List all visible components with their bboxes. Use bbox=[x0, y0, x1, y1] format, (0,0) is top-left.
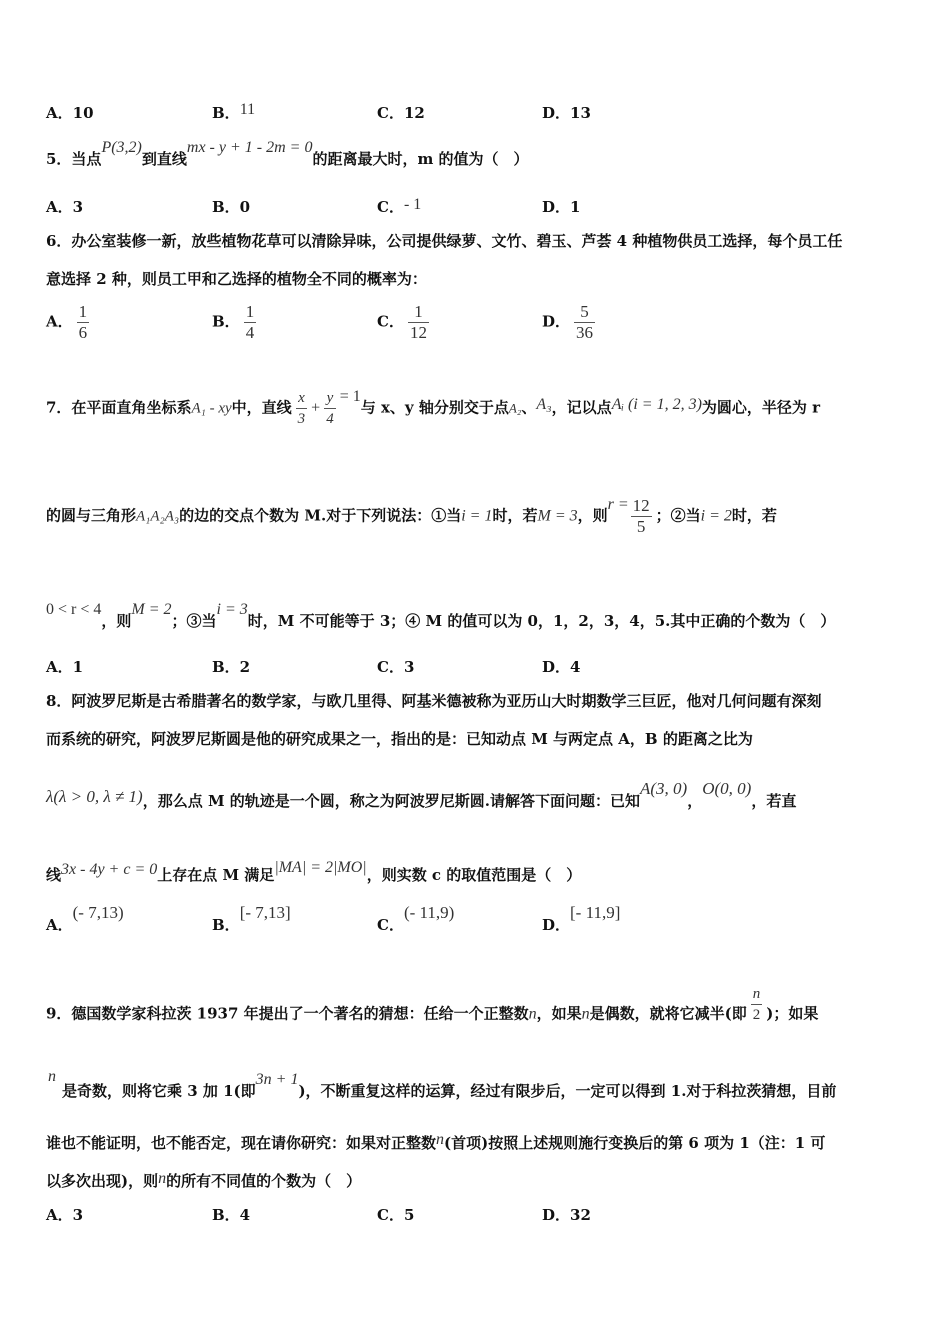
q9-half-frac bbox=[751, 984, 763, 1025]
q4-option-b bbox=[212, 102, 255, 123]
q8-option-d-math: [- 11,9] bbox=[570, 903, 621, 922]
q6-option-b bbox=[212, 302, 260, 343]
q8-condition: |MA| = 2|MO| bbox=[274, 859, 367, 876]
q7-option-a: A．1 bbox=[46, 658, 84, 676]
q7-l1-a: 7．在平面直角坐标系 bbox=[46, 398, 192, 417]
q8-l3-b: ，若直 bbox=[751, 792, 797, 810]
q7-l3-c: 时，M 不可能等于 3；④ M 的值可以为 0，1，2，3，4，5.其中正确的个数为（ ） bbox=[247, 612, 836, 630]
q9-stem-line1 bbox=[46, 986, 819, 1035]
q7-triangle: A₁A₂A₃ bbox=[136, 508, 180, 525]
q7-l2-f: 时，若 bbox=[731, 506, 777, 525]
q9-option-a: A．3 bbox=[46, 1206, 84, 1224]
q8-lambda: λ(λ > 0, λ ≠ 1) bbox=[46, 787, 143, 806]
q8-option-b-label: B． bbox=[212, 916, 240, 934]
q5-option-c-math: - 1 bbox=[403, 196, 422, 213]
q6-option-b-label: B． bbox=[212, 312, 240, 331]
q8-option-a bbox=[46, 903, 124, 935]
q5-point: P(3,2) bbox=[101, 139, 142, 156]
q8-l3-a: ，那么点 M 的轨迹是一个圆，称之为阿波罗尼斯圆.请解答下面问题：已知 bbox=[142, 792, 640, 810]
q7-r-range: 0 < r < 4 bbox=[46, 601, 102, 618]
q5-line-eq: mx - y + 1 - 2m = 0 bbox=[186, 139, 313, 156]
q6-option-a-label: A． bbox=[46, 312, 73, 331]
q7-frac-y-den: 4 bbox=[326, 411, 334, 427]
q8-l4-c: ，则实数 c 的取值范围是（ ） bbox=[366, 866, 582, 884]
q6-option-a bbox=[46, 302, 93, 343]
q8-l4-b: 上存在点 M 满足 bbox=[157, 866, 275, 884]
q8-l3-sep: ， bbox=[687, 792, 703, 810]
q6-option-b-frac bbox=[244, 302, 257, 343]
q4-option-b-math: 11 bbox=[239, 101, 256, 118]
q8-stem-line2: 而系统的研究，阿波罗尼斯圆是他的研究成果之一，指出的是：已知动点 M 与两定点 A，B 的距离之比为 bbox=[46, 730, 753, 748]
q6-stem-line1: 6．办公室装修一新，放些植物花草可以清除异味，公司提供绿萝、文竹、碧玉、芦荟 4 种植物供员工选择，每个员工任 bbox=[46, 232, 843, 250]
q7-a3: A₃ bbox=[536, 395, 552, 413]
q5-option-c bbox=[377, 196, 421, 217]
q7-r-num: 12 bbox=[632, 496, 650, 515]
q9-stem-line4 bbox=[46, 1170, 361, 1191]
q7-frac-x-den: 3 bbox=[297, 411, 306, 427]
q9-l2-b: )，不断重复这样的运算，经过有限步后，一定可以得到 1.对于科拉茨猜想，目前 bbox=[298, 1082, 837, 1100]
q6-stem-line2: 意选择 2 种，则员工甲和乙选择的植物全不同的概率为： bbox=[46, 270, 427, 288]
q7-l1-b: 中，直线 bbox=[231, 398, 292, 417]
q6-option-d-num: 5 bbox=[574, 302, 595, 323]
q8-option-d-label: D． bbox=[542, 916, 571, 934]
q8-option-c bbox=[377, 903, 455, 935]
q5-option-b: B．0 bbox=[212, 198, 251, 216]
q6-option-c-frac bbox=[408, 302, 429, 343]
q9-l4-a: 以多次出现)，则 bbox=[46, 1172, 159, 1190]
q7-stem-line3 bbox=[46, 601, 836, 631]
q9-half-num: n bbox=[751, 984, 763, 1005]
q5-option-a: A．3 bbox=[46, 198, 84, 216]
q5-prefix: 5．当点 bbox=[46, 150, 102, 168]
q4-option-b-label: B． bbox=[212, 104, 240, 122]
q7-stem-line2 bbox=[46, 496, 777, 537]
q9-option-b: B．4 bbox=[212, 1206, 251, 1224]
q9-l1-b: ，如果 bbox=[536, 1004, 582, 1023]
q8-stem-line4 bbox=[46, 859, 582, 885]
q9-n-1: n bbox=[528, 1005, 537, 1023]
q9-l4-b: 的所有不同值的个数为（ ） bbox=[166, 1172, 362, 1190]
q7-a2: A₂ bbox=[508, 400, 522, 416]
q9-stem-line2 bbox=[46, 1068, 837, 1101]
q9-l3-a: 谁也不能证明，也不能否定，现在请你研究：如果对正整数 bbox=[46, 1134, 437, 1152]
q7-frac-y-num: y bbox=[324, 388, 336, 409]
q8-option-a-label: A． bbox=[46, 916, 73, 934]
q4-option-a: A．10 bbox=[46, 104, 94, 122]
q8-option-d bbox=[542, 903, 621, 935]
q7-m2: M = 2 bbox=[131, 601, 172, 618]
q7-i1: i = 1 bbox=[461, 507, 493, 525]
q8-option-a-math: (- 7,13) bbox=[72, 903, 124, 922]
q7-frac-x-num: x bbox=[296, 388, 308, 409]
q6-option-c bbox=[377, 302, 433, 343]
q8-point-o: O(0, 0) bbox=[702, 779, 752, 798]
q7-l1-e: 为圆心，半径为 r bbox=[701, 398, 821, 417]
q7-l2-e: ；②当 bbox=[655, 506, 701, 525]
q8-line-eq: 3x - 4y + c = 0 bbox=[61, 861, 158, 878]
q7-l1-d: ，记以点 bbox=[551, 398, 612, 417]
q6-option-c-label: C． bbox=[377, 312, 404, 331]
q9-n-3: n bbox=[48, 1068, 56, 1085]
q7-frac-x bbox=[296, 388, 308, 429]
q7-sep: 、 bbox=[521, 398, 537, 417]
q6-option-c-num: 1 bbox=[408, 302, 429, 323]
q6-option-d bbox=[542, 302, 599, 343]
q9-l1-a: 9．德国数学家科拉茨 1937 年提出了一个著名的猜想：任给一个正整数 bbox=[46, 1004, 529, 1023]
q9-3n1: 3n + 1 bbox=[255, 1071, 299, 1088]
q9-n-2: n bbox=[581, 1005, 590, 1023]
q7-l3-b: ；③当 bbox=[171, 612, 217, 630]
q9-l1-c: 是偶数，就将它减半(即 bbox=[589, 1004, 747, 1023]
q6-option-c-den: 12 bbox=[409, 323, 427, 342]
q7-option-c: C．3 bbox=[377, 658, 415, 676]
q7-plus: + bbox=[311, 399, 321, 417]
q8-l4-a: 线 bbox=[46, 866, 62, 884]
q4-option-c: C．12 bbox=[377, 104, 425, 122]
q5-suffix: 的距离最大时，m 的值为（ ） bbox=[312, 150, 529, 168]
q7-m3: M = 3 bbox=[537, 507, 578, 525]
q6-option-a-den: 6 bbox=[78, 323, 88, 342]
q7-coord-sys: A₁ - xy bbox=[191, 400, 232, 417]
q8-stem-line1: 8．阿波罗尼斯是古希腊著名的数学家，与欧几里得、阿基米德被称为亚历山大时期数学三巨匠，他对几何问题有深刻 bbox=[46, 692, 822, 710]
q6-option-b-den: 4 bbox=[245, 323, 255, 342]
q5-option-c-label: C． bbox=[377, 198, 404, 216]
q7-l3-a: ，则 bbox=[101, 612, 132, 630]
q6-option-d-den: 36 bbox=[576, 323, 594, 342]
q8-option-b bbox=[212, 903, 291, 935]
q9-n-4: n bbox=[436, 1131, 445, 1148]
q6-option-d-frac bbox=[574, 302, 595, 343]
q7-stem-line1 bbox=[46, 388, 820, 429]
q4-option-d: D．13 bbox=[542, 104, 591, 122]
q7-l2-d: ，则 bbox=[577, 506, 608, 525]
q7-l1-c: 与 x、y 轴分别交于点 bbox=[360, 398, 509, 417]
q7-r-eq: r = bbox=[607, 495, 629, 513]
q9-l1-d: )；如果 bbox=[766, 1004, 819, 1023]
q6-option-b-num: 1 bbox=[245, 302, 255, 321]
q8-option-b-math: [- 7,13] bbox=[239, 903, 291, 922]
q9-l2-a: 是奇数，则将它乘 3 加 1(即 bbox=[62, 1082, 256, 1100]
q9-l3-b: (首项)按照上述规则施行变换后的第 6 项为 1（注：1 可 bbox=[444, 1134, 826, 1152]
q7-ai: Aᵢ (i = 1, 2, 3) bbox=[611, 395, 702, 413]
q9-option-c: C．5 bbox=[377, 1206, 415, 1224]
q8-option-c-math: (- 11,9) bbox=[403, 903, 455, 922]
q6-option-d-label: D． bbox=[542, 312, 571, 331]
q7-option-d: D．4 bbox=[542, 658, 581, 676]
q7-l2-a: 的圆与三角形 bbox=[46, 506, 137, 525]
q7-option-b: B．2 bbox=[212, 658, 251, 676]
q7-frac-y bbox=[324, 388, 336, 429]
q5-option-d: D．1 bbox=[542, 198, 581, 216]
q8-stem-line3 bbox=[46, 779, 797, 811]
q5-stem bbox=[46, 139, 529, 169]
q7-i2: i = 2 bbox=[700, 507, 732, 525]
q7-l2-b: 的边的交点个数为 M.对于下列说法：①当 bbox=[179, 506, 462, 525]
q7-i3: i = 3 bbox=[216, 601, 248, 618]
q7-eq1: = 1 bbox=[339, 387, 361, 405]
q6-option-a-num: 1 bbox=[78, 302, 88, 321]
q9-half-den: 2 bbox=[752, 1007, 761, 1023]
q6-option-a-frac bbox=[77, 302, 90, 343]
q7-r-den: 5 bbox=[636, 517, 646, 536]
q9-n-5: n bbox=[158, 1170, 167, 1187]
q8-point-a: A(3, 0) bbox=[640, 779, 688, 798]
q9-option-d: D．32 bbox=[542, 1206, 591, 1224]
q8-option-c-label: C． bbox=[377, 916, 404, 934]
q9-stem-line3 bbox=[46, 1132, 825, 1153]
q7-l2-c: 时，若 bbox=[492, 506, 538, 525]
q7-r-frac bbox=[631, 496, 652, 537]
q5-mid: 到直线 bbox=[141, 150, 187, 168]
